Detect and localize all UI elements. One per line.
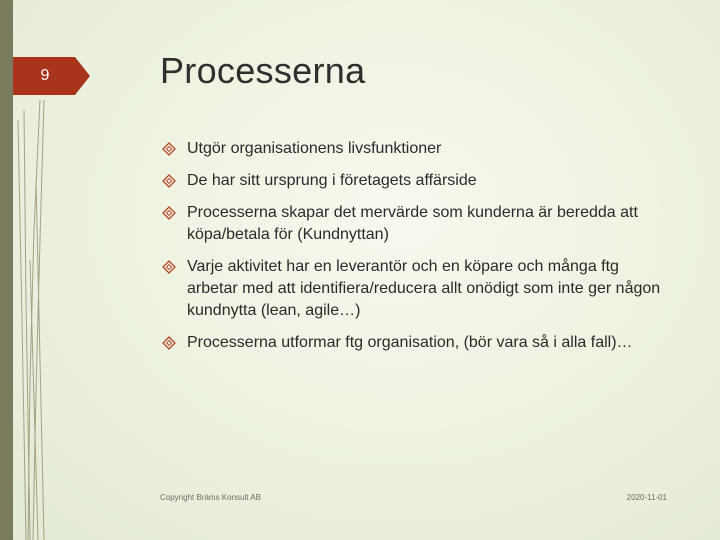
footer-copyright: Copyright Bräms Konsult AB <box>160 493 261 502</box>
diamond-outline-icon <box>162 336 176 350</box>
diamond-outline-icon <box>162 260 176 274</box>
bullet-text: Utgör organisationens livsfunktioner <box>187 140 442 157</box>
slide-number: 9 <box>40 67 50 84</box>
diamond-outline-icon <box>162 174 176 188</box>
footer-date: 2020-11-01 <box>626 493 667 502</box>
bullet-item <box>160 170 670 192</box>
bullet-item <box>160 332 670 354</box>
bullet-text: Processerna utformar ftg organisation, (bör vara så i alla fall)… <box>187 334 633 351</box>
bullet-list <box>160 138 670 364</box>
slide-title: Processerna <box>160 50 366 91</box>
bullet-item <box>160 138 670 160</box>
bullet-text: Varje aktivitet har en leverantör och en köpare och många ftg arbetar med att identifiera/reducera allt onödigt som inte ger någon kundnytta (lean, agile…) <box>187 258 661 319</box>
bullet-item <box>160 256 670 322</box>
diamond-outline-icon <box>162 206 176 220</box>
bullet-text: De har sitt ursprung i företagets affärside <box>187 172 477 189</box>
slide-number-tab <box>13 57 90 95</box>
diamond-outline-icon <box>162 142 176 156</box>
bullet-text: Processerna skapar det mervärde som kunderna är beredda att köpa/betala för (Kundnyttan) <box>187 204 638 243</box>
bullet-item <box>160 202 670 246</box>
